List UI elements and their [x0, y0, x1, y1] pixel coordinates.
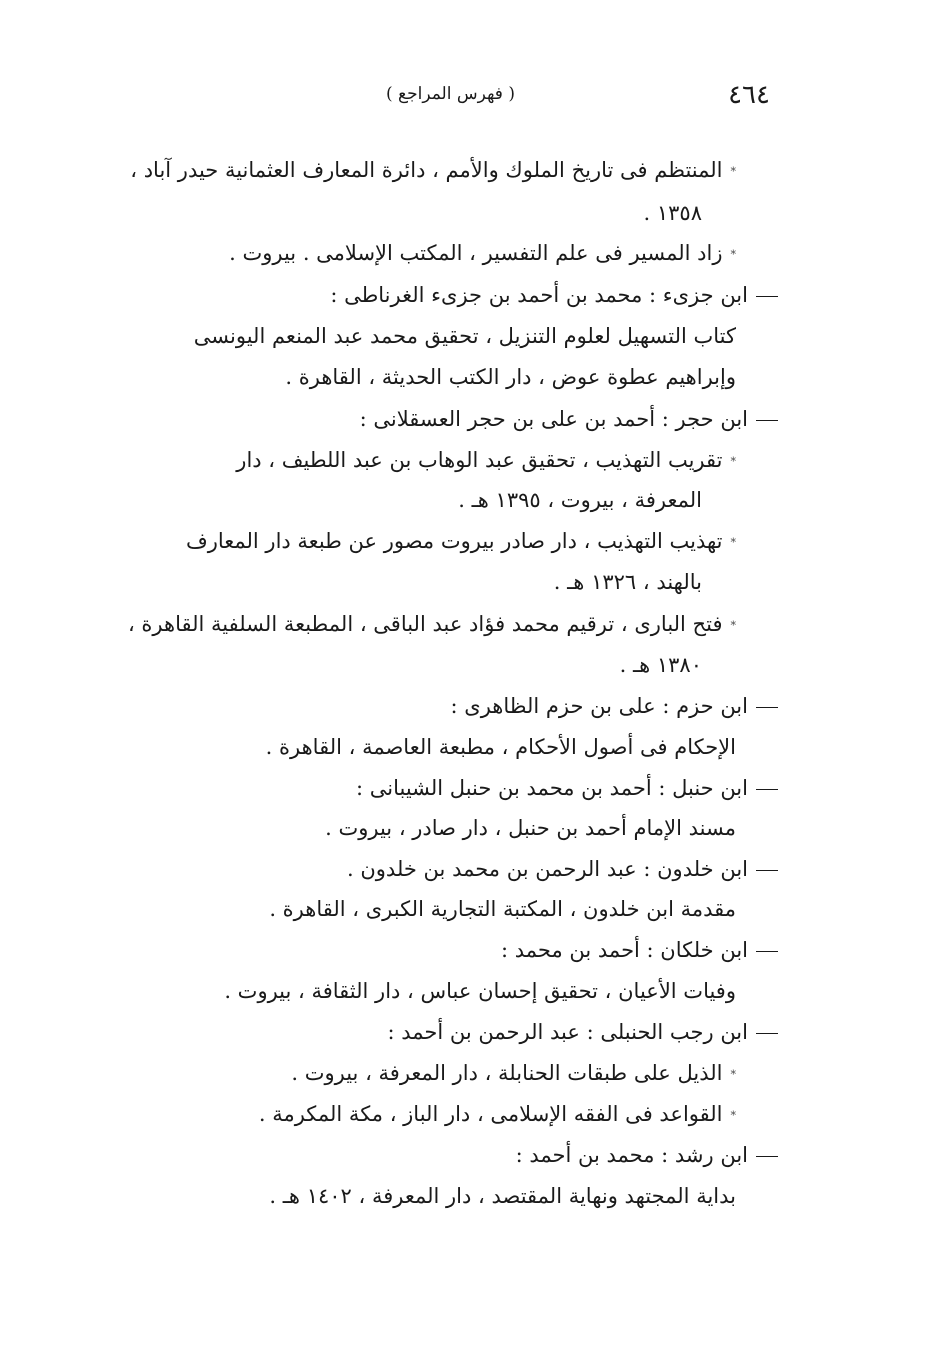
author-heading [387, 1022, 778, 1043]
bibliography-entry [224, 981, 736, 1002]
entry-text: بالهند ، ١٣٢٦ هـ . [553, 570, 702, 594]
author-text: ابن حنبل : أحمد بن محمد بن حنبل الشيبانى : [355, 776, 748, 800]
bibliography-entry [114, 326, 736, 347]
author-heading [347, 859, 778, 880]
asterisk-marker: * [730, 248, 736, 261]
author-heading [356, 778, 778, 799]
bibliography-entry [266, 737, 736, 758]
entry-text: وفيات الأعيان ، تحقيق إحسان عباس ، دار الثقافة ، بيروت . [224, 979, 736, 1003]
author-text: ابن رجب الحنبلى : عبد الرحمن بن أحمد : [387, 1020, 748, 1044]
dash-marker [756, 870, 778, 871]
dash-marker [756, 1156, 778, 1157]
author-text: ابن حجر : أحمد بن على بن حجر العسقلانى : [359, 407, 748, 431]
entry-text: المعرفة ، بيروت ، ١٣٩٥ هـ . [458, 488, 702, 512]
page-number: ٤٦٤ [728, 80, 770, 110]
entry-text: فتح البارى ، ترقيم محمد فؤاد عبد الباقى ، المطبعة السلفية القاهرة ، [127, 612, 723, 636]
entry-text: القواعد فى الفقه الإسلامى ، دار الباز ، مكة المكرمة . [258, 1102, 723, 1126]
entry-text: زاد المسير فى علم التفسير ، المكتب الإسلامى . بيروت . [229, 241, 723, 265]
dash-marker [756, 789, 778, 790]
entry-text: الذيل على طبقات الحنابلة ، دار المعرفة ، بيروت . [291, 1061, 723, 1085]
bibliography-entry [325, 818, 736, 839]
entry-text: تقريب التهذيب ، تحقيق عبد الوهاب بن عبد اللطيف ، دار [236, 448, 723, 472]
author-heading [360, 409, 778, 430]
entry-text: ١٣٥٨ . [643, 201, 702, 225]
dash-marker [756, 1033, 778, 1034]
bibliography-entry [114, 531, 736, 552]
asterisk-marker: * [730, 619, 736, 632]
bibliography-entry-continuation [554, 572, 702, 593]
author-heading [451, 696, 778, 717]
bibliography-entry [229, 243, 736, 264]
author-text: ابن رشد : محمد بن أحمد : [515, 1143, 748, 1167]
bibliography-entry-continuation [620, 655, 702, 676]
author-text: ابن خلكان : أحمد بن محمد : [501, 938, 748, 962]
author-text: ابن حزم : على بن حزم الظاهرى : [450, 694, 748, 718]
asterisk-marker: * [730, 455, 736, 468]
bibliography-entry-continuation [285, 367, 736, 388]
bibliography-entry [269, 899, 736, 920]
entry-text: المنتظم فى تاريخ الملوك والأمم ، دائرة المعارف العثمانية حيدر آباد ، [130, 158, 723, 182]
bibliography-entry [259, 1104, 736, 1125]
entry-text: وإبراهيم عطوة عوض ، دار الكتب الحديثة ، القاهرة . [285, 365, 736, 389]
asterisk-marker: * [730, 1068, 736, 1081]
asterisk-marker: * [730, 1109, 736, 1122]
entry-text: الإحكام فى أصول الأحكام ، مطبعة العاصمة ، القاهرة . [265, 735, 736, 759]
entry-text: تهذيب التهذيب ، دار صادر بيروت مصور عن طبعة دار المعارف [185, 529, 723, 553]
dash-marker [756, 707, 778, 708]
author-text: ابن جزىء : محمد بن أحمد بن جزىء الغرناطى : [330, 283, 748, 307]
entry-text: بداية المجتهد ونهاية المقتصد ، دار المعرفة ، ١٤٠٢ هـ . [269, 1184, 736, 1208]
author-heading [330, 285, 778, 306]
dash-marker [756, 951, 778, 952]
author-text: ابن خلدون : عبد الرحمن بن محمد بن خلدون . [347, 857, 748, 881]
dash-marker [756, 296, 778, 297]
author-heading [516, 1145, 778, 1166]
entry-text: ١٣٨٠ هـ . [619, 653, 702, 677]
running-title: ( فهرس المراجع ) [386, 84, 515, 104]
asterisk-marker: * [730, 165, 736, 178]
bibliography-entry [291, 1063, 736, 1084]
dash-marker [756, 420, 778, 421]
entry-text: كتاب التسهيل لعلوم التنزيل ، تحقيق محمد عبد المنعم اليونسى [193, 324, 736, 348]
entry-text: مقدمة ابن خلدون ، المكتبة التجارية الكبرى ، القاهرة . [269, 897, 736, 921]
asterisk-marker: * [730, 536, 736, 549]
entry-text: مسند الإمام أحمد بن حنبل ، دار صادر ، بيروت . [325, 816, 736, 840]
author-heading [501, 940, 778, 961]
bibliography-entry [269, 1186, 736, 1207]
bibliography-entry [114, 450, 736, 471]
bibliography-entry [114, 614, 736, 635]
bibliography-entry [118, 160, 736, 181]
bibliography-entry-continuation [644, 203, 702, 224]
bibliography-entry-continuation [458, 490, 702, 511]
